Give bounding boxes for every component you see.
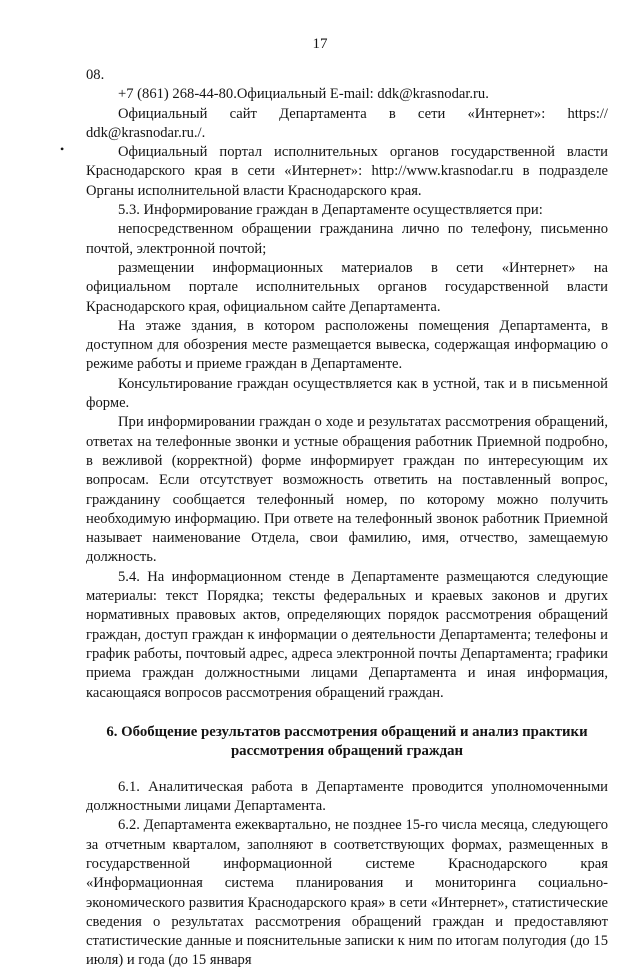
paragraph: непосредственном обращении гражданина лично по телефону, письменно почтой, электронной почтой; — [86, 221, 608, 257]
paragraph: 6.1. Аналитическая работа в Департаменте проводится уполномоченными должностными лицами Департамента. — [86, 778, 608, 815]
document-body — [86, 66, 608, 971]
paragraph: Консультирование граждан осуществляется как в устной, так и в письменной форме. — [86, 375, 608, 412]
paragraph: 5.3. Информирование граждан в Департаменте осуществляется при: — [118, 202, 543, 219]
paragraph: 5.4. На информационном стенде в Департаменте размещаются следующие материалы: текст Порядка; тексты федеральных и краевых законов и других нормативных правовых актов, определяющих порядок рассмотрения обращений граждан, доступ граждан к информации о деятельности Департамента; телефоны и график работы, почтовый адрес, адреса электронной почты Департамента; графики приема граждан должностными лицами Департамента и иная информация, касающаяся вопросов рассмотрения обращений граждан. — [86, 568, 608, 701]
paragraph: размещении информационных материалов в сети «Интернет» на официальном портале исполнительных органов государственной власти Краснодарского края, официальном сайте Департамента. — [86, 259, 608, 315]
paragraph: При информировании граждан о ходе и результатах рассмотрения обращений, ответах на телефонные звонки и устные обращения работник Приемной подробно, в вежливой (корректной) форме информирует граждан по интересующим их вопросам. Если отсутствует возможность ответить на поставленный вопрос, гражданину сообщается телефонный номер, по которому можно получить необходимую информацию. При ответе на телефонный звонок работник Приемной называет наименование Отдела, свои фамилию, имя, отчество, замещаемую должность. — [86, 414, 608, 566]
paragraph: На этаже здания, в котором расположены помещения Департамента, в доступном для обозрения месте размещается вывеска, содержащая информацию о режиме работы и приеме граждан в Департаменте. — [86, 317, 608, 373]
paragraph: Официальный портал исполнительных органов государственной власти Краснодарского края в сети «Интернет»: http://www.krasnodar.ru в подразделе Органы исполнительной власти Краснодарского края. — [86, 144, 608, 199]
paragraph: +7 (861) 268-44-80.Официальный E-mail: ddk@krasnodar.ru. — [118, 86, 489, 103]
page-number: 17 — [312, 36, 328, 52]
paragraph: 6.2. Департамента ежеквартально, не позднее 15-го числа месяца, следующего за отчетным кварталом, заполняют в соответствующих формах, размещенных в государственной информационной системе Краснодарского края «Информационная система планирования и мониторинга социально-экономического развития Краснодарского края» в сети «Интернет», статистические сведения о результатах рассмотрения обращений граждан и предоставляют статистические данные и пояснительные записки к ним по итогам полугодия (до 15 июля) и года (до 15 января — [86, 817, 608, 969]
paragraph: 08. — [86, 67, 105, 83]
section-heading: 6. Обобщение результатов рассмотрения обращений и анализ практики рассмотрения обращений граждан — [106, 723, 588, 760]
margin-bullet-mark: • — [60, 142, 65, 156]
paragraph: Официальный сайт Департамента в сети «Интернет»: https:// ddk@krasnodar.ru./. — [86, 105, 608, 141]
